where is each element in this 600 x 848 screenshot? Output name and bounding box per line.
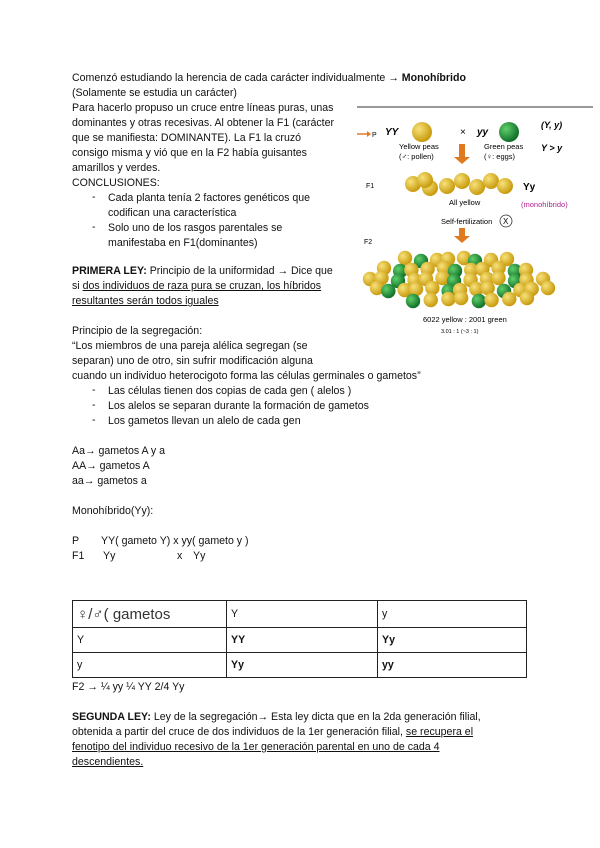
yellow-pea	[454, 291, 468, 305]
table-row	[73, 628, 527, 653]
table-cell: yy	[378, 653, 527, 678]
f2-result: F2 → ¼ yy ¼ YY 2/4 Yy	[72, 681, 185, 693]
punnett-table	[72, 600, 527, 678]
allele-notation: (Y, y)	[541, 120, 563, 130]
segregacion-bullet: Las células tienen dos copias de cada gen ( alelos )	[108, 385, 352, 397]
conclusion-item: Cada planta tenía 2 factores genéticos que	[108, 192, 311, 204]
intro-paragraph-line: consigo misma y vió que en la F2 había guisantes	[72, 147, 307, 159]
bullet-dash: -	[92, 414, 96, 426]
intro-line-2: (Solamente se estudia un carácter)	[72, 87, 237, 99]
table-cell: Yy	[227, 653, 378, 678]
yellow-pea	[491, 271, 505, 285]
genotype-yy: yy	[477, 127, 489, 138]
f2-counts-label: 6022 yellow : 2001 green	[423, 315, 507, 324]
yellow-peas-label: Yellow peas	[399, 142, 439, 151]
segunda-ley-text: Ley de la segregación→ Esta ley dicta que en la 2da generación filial,	[150, 711, 481, 723]
table-row	[73, 653, 527, 678]
green-pea	[499, 122, 519, 142]
segregacion-quote: cuando un individuo heterocigoto forma las células germinales o gametos”	[72, 370, 421, 382]
gametos-line: AA→ gametos A	[72, 460, 150, 472]
segunda-ley-underlined: descendientes.	[72, 756, 144, 768]
yellow-pea	[409, 282, 423, 296]
cross-p-label: P	[72, 535, 80, 547]
table-cell: Yy	[378, 628, 527, 653]
cross-f1-genotype: Yy	[193, 550, 206, 562]
intro-paragraph-line: que se manifiesta: DOMINANTE). La F1 la cruzó	[72, 132, 302, 144]
down-arrow-icon	[459, 228, 465, 236]
cross-f1-genotype: Yy	[103, 550, 116, 562]
f1-genotype: Yy	[523, 182, 536, 193]
green-pea	[406, 294, 420, 308]
yellow-pea	[469, 179, 485, 195]
yellow-pea	[502, 292, 516, 306]
segregacion-bullet: Los alelos se separan durante la formación de gametos	[108, 400, 369, 412]
yellow-pea	[412, 122, 432, 142]
segregacion-title: Principio de la segregación:	[72, 325, 203, 337]
f2-pea-pile	[363, 251, 555, 308]
bullet-dash: -	[92, 191, 96, 203]
yellow-pea	[520, 291, 534, 305]
mendel-cross-figure	[355, 104, 595, 344]
table-header-row	[73, 601, 527, 628]
intro-paragraph-line: amarillos y verdes.	[72, 162, 161, 174]
monohibrido-label: (monohíbrido)	[521, 200, 568, 209]
segunda-ley-line-1	[72, 710, 481, 724]
intro-line-1	[72, 71, 466, 85]
yellow-pea	[441, 292, 455, 306]
primera-ley-text: Principio de la uniformidad → Dice que	[146, 265, 333, 277]
down-arrow-head-icon	[454, 236, 470, 243]
primera-ley-line-2	[72, 279, 321, 293]
yellow-pea	[497, 178, 513, 194]
down-arrow-icon	[459, 144, 465, 157]
conclusion-item: Solo uno de los rasgos parentales se	[108, 222, 283, 234]
p-label: P	[372, 132, 377, 139]
segregacion-quote: separan) uno de otro, sin sufrir modificación alguna	[72, 355, 313, 367]
gametos-line: Aa→ gametos A y a	[72, 445, 166, 457]
cross-f1-x: x	[177, 550, 183, 562]
green-peas-label: Green peas	[484, 142, 524, 151]
intro-paragraph-line: Para hacerlo propuso un cruce entre líneas puras, unas	[72, 102, 334, 114]
monohibrido-heading: Monohíbrido(Yy):	[72, 505, 154, 517]
table-cell: y	[73, 653, 227, 678]
yellow-pea	[417, 172, 433, 188]
segunda-ley-text: obtenida a partir del cruce de dos individuos de la 1er generación filial,	[72, 726, 406, 738]
table-cell: Y	[73, 628, 227, 653]
yellow-pea	[424, 293, 438, 307]
table-cell: YY	[227, 628, 378, 653]
f2-ratio-label: 3.01 : 1 (~3 : 1)	[441, 329, 479, 335]
monohibrido-term: Monohíbrido	[401, 72, 466, 84]
yellow-pea	[483, 173, 499, 189]
green-pea	[381, 284, 395, 298]
table-header-cell: Y	[227, 601, 378, 628]
f1-label: F1	[366, 183, 375, 190]
down-arrow-head-icon	[454, 157, 470, 164]
cross-p-text: YY( gameto Y) x yy( gameto y )	[101, 535, 249, 547]
segunda-ley-underlined: se recupera el	[405, 726, 474, 738]
segunda-ley-title: SEGUNDA LEY:	[72, 711, 151, 723]
conclusion-item-cont: codifican una característica	[108, 207, 237, 219]
primera-ley-underlined: resultantes serán todos iguales	[72, 295, 219, 307]
segunda-ley-line-2	[72, 725, 473, 739]
yellow-pea	[454, 173, 470, 189]
intro-paragraph-line: dominantes y otras recesivas. Al obtener la F1 (carácter	[72, 117, 335, 129]
table-header-cell: ♀/♂( gametos	[73, 601, 227, 628]
conclusion-item-cont: manifestaba en F1(dominantes)	[108, 237, 258, 249]
segregacion-quote: “Los miembros de una pareja alélica segregan (se	[72, 340, 308, 352]
table-header-cell: y	[378, 601, 527, 628]
yellow-pea	[484, 293, 498, 307]
self-fertilization-label: Self-fertilization	[441, 217, 493, 226]
gametos-line: aa→ gametos a	[72, 475, 147, 487]
conclusiones-title: CONCLUSIONES:	[72, 177, 160, 189]
bullet-dash: -	[92, 384, 96, 396]
intro-text: Comenzó estudiando la herencia de cada carácter individualmente →	[72, 72, 402, 84]
bullet-dash: -	[92, 221, 96, 233]
green-pea	[472, 294, 486, 308]
genotype-YY: YY	[385, 127, 399, 138]
self-cross-symbol: X	[503, 217, 509, 226]
primera-ley-line-1	[72, 264, 333, 278]
segregacion-bullet: Los gametos llevan un alelo de cada gen	[108, 415, 301, 427]
primera-ley-title: PRIMERA LEY:	[72, 265, 147, 277]
yellow-pea	[439, 178, 455, 194]
primera-ley-underlined: dos individuos de raza pura se cruzan, los híbridos	[82, 280, 322, 292]
primera-ley-text: si	[72, 280, 83, 292]
cross-symbol: ×	[460, 127, 466, 138]
segunda-ley-underlined: fenotipo del individuo recesivo de la 1er generación parental en uno de cada 4	[72, 741, 440, 753]
dominance-label: Y > y	[541, 143, 563, 153]
cross-diagram-svg	[355, 104, 595, 344]
cross-f1-label: F1	[72, 550, 85, 562]
f2-label: F2	[364, 239, 373, 246]
pollen-label: (♂: pollen)	[399, 152, 434, 161]
all-yellow-label: All yellow	[449, 198, 481, 207]
bullet-dash: -	[92, 399, 96, 411]
yellow-pea	[541, 281, 555, 295]
p-arrow-head-icon	[367, 131, 371, 137]
eggs-label: (♀: eggs)	[484, 152, 516, 161]
